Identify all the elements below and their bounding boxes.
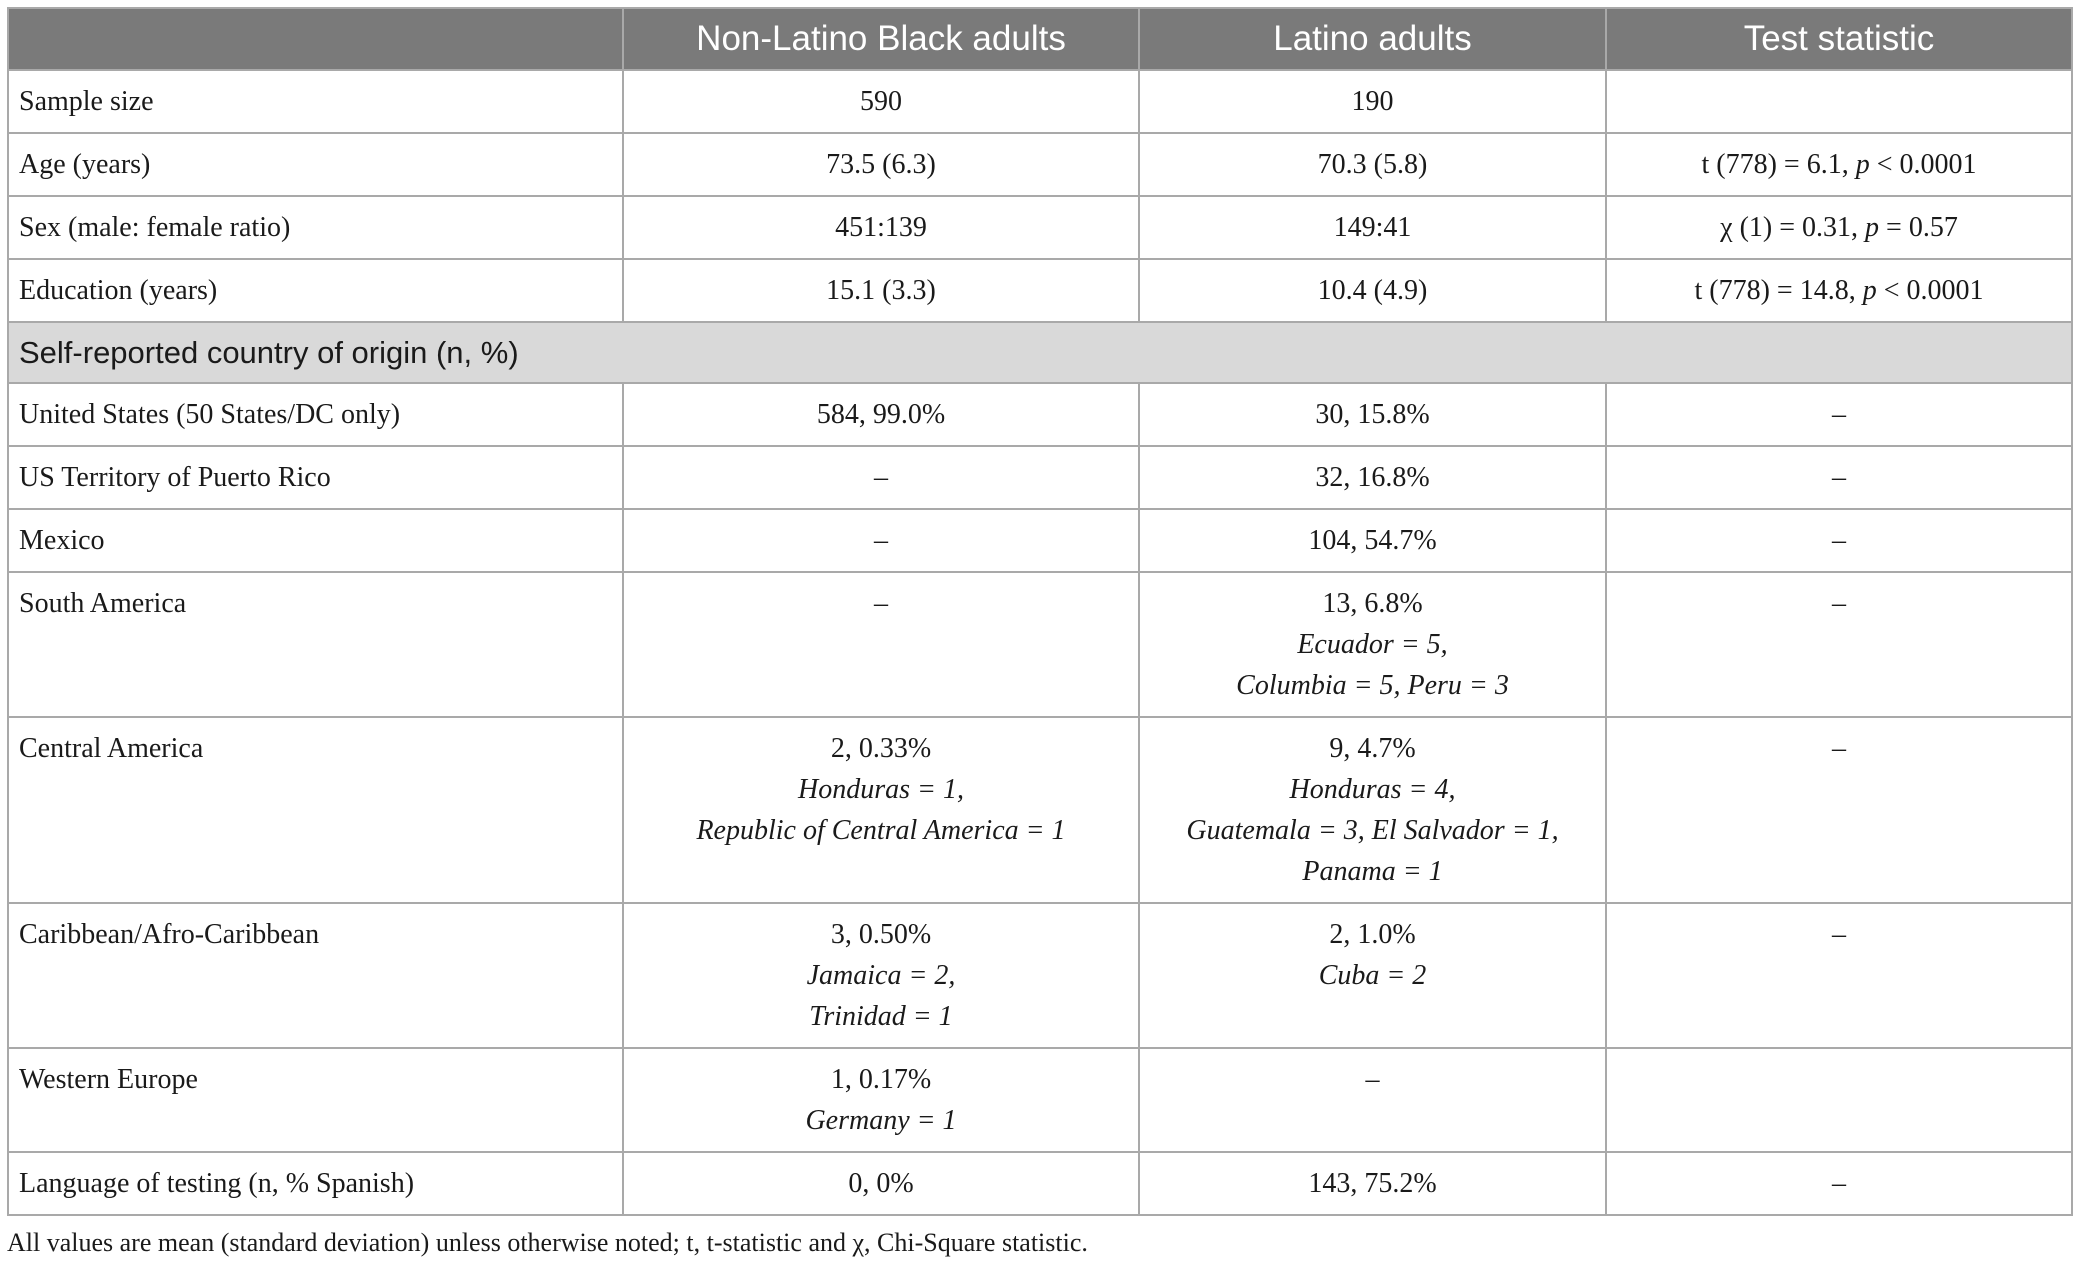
black-detail-line: Jamaica = 2,	[806, 960, 956, 991]
latino-value: 10.4 (4.9)	[1139, 259, 1606, 322]
test-value: –	[1606, 572, 2072, 717]
black-main: 3, 0.50%	[830, 919, 932, 950]
table-row-central-america	[8, 717, 2072, 903]
header-row	[8, 8, 2072, 70]
latino-main: 9, 4.7%	[1329, 733, 1416, 764]
table-row-education	[8, 259, 2072, 322]
row-label: Western Europe	[8, 1048, 623, 1152]
table-row-language-of-testing	[8, 1152, 2072, 1215]
table-row-age	[8, 133, 2072, 196]
header-cell-latino-adults: Latino adults	[1139, 8, 1606, 70]
black-value: 584, 99.0%	[623, 383, 1139, 446]
black-detail-line: Honduras = 1,	[798, 774, 964, 805]
section-title: Self-reported country of origin (n, %)	[8, 322, 2072, 383]
table-row-mexico	[8, 509, 2072, 572]
row-label: Age (years)	[8, 133, 623, 196]
test-value: –	[1606, 509, 2072, 572]
header-cell-black-adults: Non-Latino Black adults	[623, 8, 1139, 70]
black-value: 73.5 (6.3)	[623, 133, 1139, 196]
latino-value: 30, 15.8%	[1139, 383, 1606, 446]
black-value: –	[623, 509, 1139, 572]
table-row-south-america	[8, 572, 2072, 717]
black-value	[623, 572, 1139, 717]
black-value	[623, 903, 1139, 1048]
header-cell-blank	[8, 8, 623, 70]
table-row-sample-size	[8, 70, 2072, 133]
latino-detail-line: Ecuador = 5,	[1297, 629, 1448, 660]
row-label: Education (years)	[8, 259, 623, 322]
latino-value: –	[1139, 1048, 1606, 1152]
row-label: Caribbean/Afro-Caribbean	[8, 903, 623, 1048]
test-post: < 0.0001	[1869, 149, 1977, 180]
latino-detail-line: Guatemala = 3, El Salvador = 1,	[1186, 815, 1559, 846]
latino-value: 190	[1139, 70, 1606, 133]
row-label: South America	[8, 572, 623, 717]
section-row-country-of-origin	[8, 322, 2072, 383]
table-row-sex	[8, 196, 2072, 259]
latino-value	[1139, 717, 1606, 903]
test-value: –	[1606, 1152, 2072, 1215]
table-row-united-states	[8, 383, 2072, 446]
latino-value	[1139, 903, 1606, 1048]
test-value: –	[1606, 717, 2072, 903]
row-label: Language of testing (n, % Spanish)	[8, 1152, 623, 1215]
black-detail-line: Germany = 1	[805, 1105, 957, 1136]
table-footnote: All values are mean (standard deviation) unless otherwise noted; t, t-statistic and χ, Chi-Square statistic.	[7, 1228, 1088, 1257]
latino-main: 13, 6.8%	[1322, 588, 1423, 619]
header-cell-test-statistic: Test statistic	[1606, 8, 2072, 70]
table-row-western-europe	[8, 1048, 2072, 1152]
demographics-table-container	[7, 7, 2071, 1216]
black-detail-line: Republic of Central America = 1	[696, 815, 1066, 846]
test-value	[1606, 196, 2072, 259]
black-main: –	[874, 588, 888, 619]
row-label: United States (50 States/DC only)	[8, 383, 623, 446]
latino-detail-line: Cuba = 2	[1318, 960, 1427, 991]
table-body	[8, 70, 2072, 1215]
test-pre: t (778) = 6.1,	[1701, 149, 1856, 180]
black-value: 15.1 (3.3)	[623, 259, 1139, 322]
row-label: Sample size	[8, 70, 623, 133]
black-value	[623, 717, 1139, 903]
black-value: 0, 0%	[623, 1152, 1139, 1215]
black-detail-line: Trinidad = 1	[809, 1001, 953, 1032]
row-label: US Territory of Puerto Rico	[8, 446, 623, 509]
test-pre: t (778) = 14.8,	[1694, 275, 1863, 306]
test-p: p	[1862, 275, 1877, 306]
test-pre: χ (1) = 0.31,	[1720, 212, 1866, 243]
test-post: = 0.57	[1879, 212, 1958, 243]
latino-detail-line: Columbia = 5, Peru = 3	[1236, 670, 1509, 701]
black-main: 2, 0.33%	[830, 733, 932, 764]
table-header	[8, 8, 2072, 70]
test-p: p	[1855, 149, 1870, 180]
latino-value: 149:41	[1139, 196, 1606, 259]
test-value	[1606, 133, 2072, 196]
latino-value	[1139, 572, 1606, 717]
test-value	[1606, 70, 2072, 133]
row-label: Sex (male: female ratio)	[8, 196, 623, 259]
black-main: 1, 0.17%	[830, 1064, 932, 1095]
test-value	[1606, 1048, 2072, 1152]
latino-detail-line: Honduras = 4,	[1289, 774, 1456, 805]
latino-value: 70.3 (5.8)	[1139, 133, 1606, 196]
row-label: Central America	[8, 717, 623, 903]
test-p: p	[1865, 212, 1880, 243]
black-value: –	[623, 446, 1139, 509]
black-value: 590	[623, 70, 1139, 133]
table-row-puerto-rico	[8, 446, 2072, 509]
table-row-caribbean	[8, 903, 2072, 1048]
black-value	[623, 1048, 1139, 1152]
test-value: –	[1606, 903, 2072, 1048]
test-post: < 0.0001	[1876, 275, 1984, 306]
latino-value: 32, 16.8%	[1139, 446, 1606, 509]
black-value: 451:139	[623, 196, 1139, 259]
row-label: Mexico	[8, 509, 623, 572]
test-value: –	[1606, 446, 2072, 509]
test-value: –	[1606, 383, 2072, 446]
latino-detail-line: Panama = 1	[1302, 856, 1443, 887]
test-value	[1606, 259, 2072, 322]
latino-main: 2, 1.0%	[1329, 919, 1416, 950]
demographics-table	[7, 7, 2073, 1216]
latino-value: 104, 54.7%	[1139, 509, 1606, 572]
latino-value: 143, 75.2%	[1139, 1152, 1606, 1215]
